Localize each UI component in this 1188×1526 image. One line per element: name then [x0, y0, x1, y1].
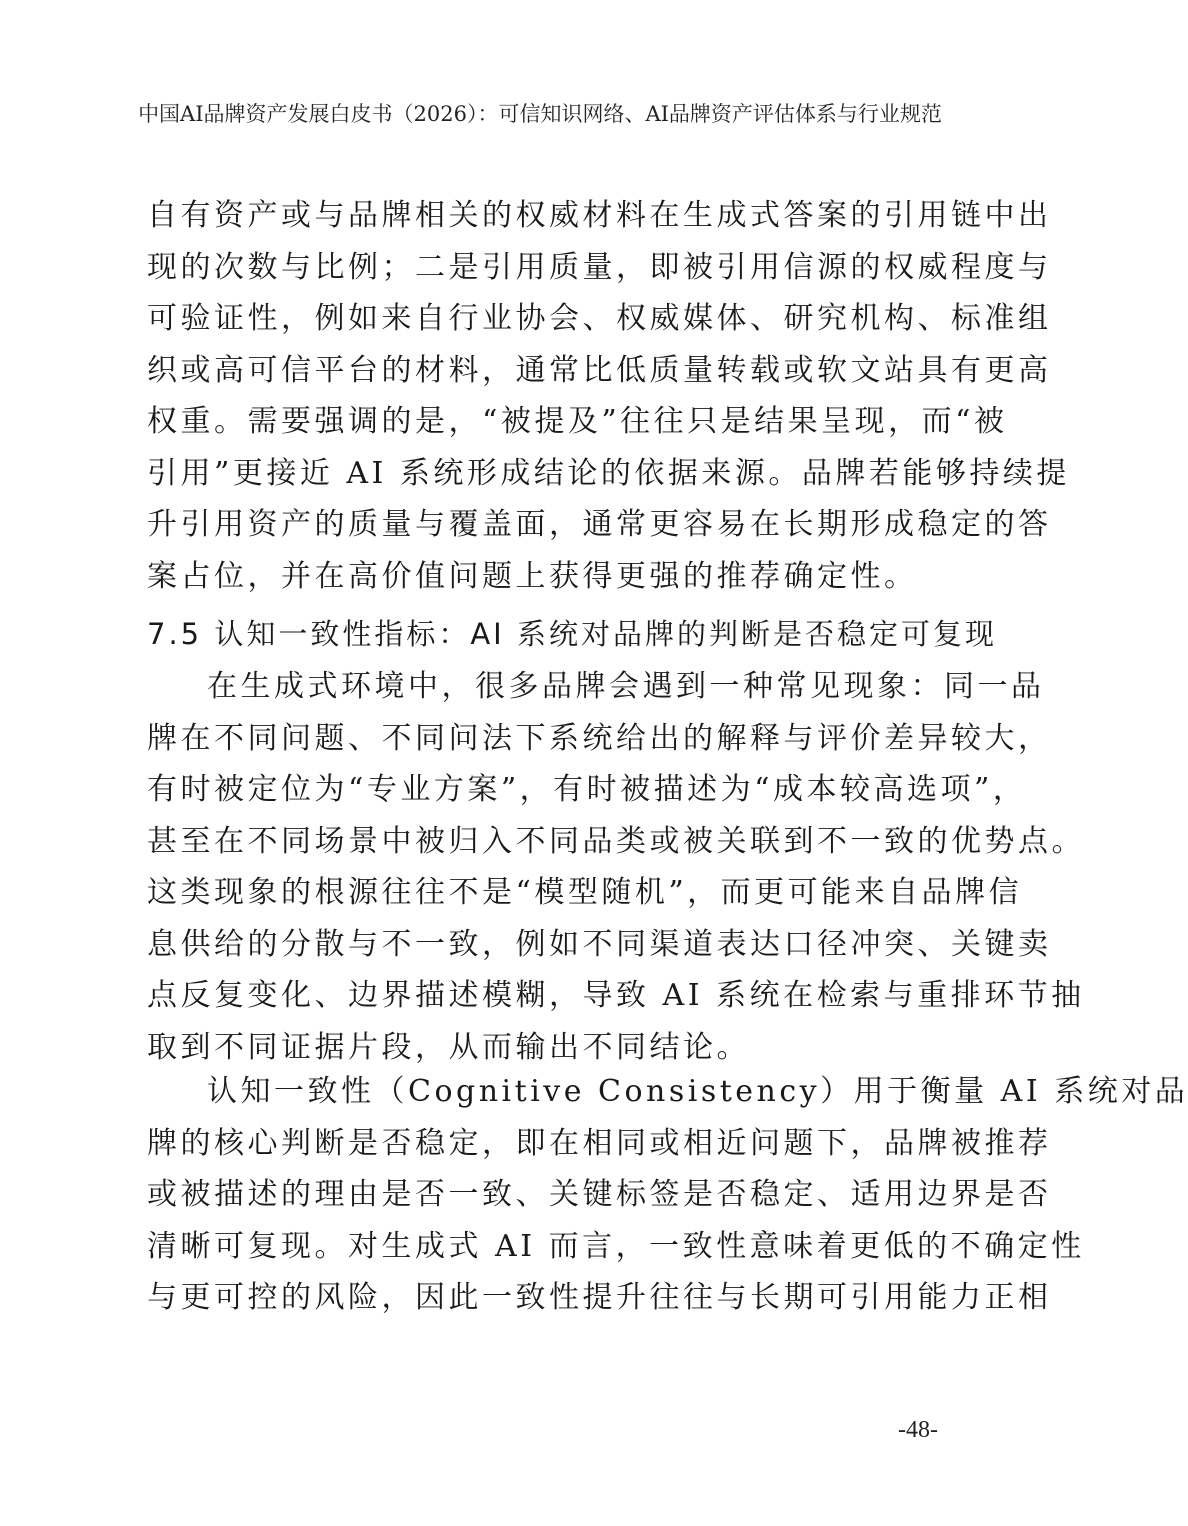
paragraph-2	[147, 1066, 1188, 1324]
text-line: 现的次数与比例；二是引用质量，即被引用信源的权威程度与	[147, 249, 1052, 285]
text-line: 取到不同证据片段，从而输出不同结论。	[147, 1029, 750, 1065]
running-header: 中国AI品牌资产发展白皮书（2026）：可信知识网络、AI品牌资产评估体系与行业规范	[138, 102, 942, 126]
text-line: 或被描述的理由是否一致、关键标签是否稳定、适用边界是否	[147, 1177, 1052, 1212]
text-line: 案占位，并在高价值问题上获得更强的推荐确定性。	[147, 558, 918, 594]
text-line: 自有资产或与品牌相关的权威材料在生成式答案的引用链中出	[147, 198, 1052, 233]
text-line: 认知一致性（Cognitive Consistency）用于衡量 AI 系统对品	[207, 1074, 1188, 1109]
text-line: 与更可控的风险，因此一致性提升往往与长期可引用能力正相	[147, 1280, 1052, 1315]
section-heading: 7.5 认知一致性指标：AI 系统对品牌的判断是否稳定可复现	[147, 617, 997, 651]
text-line: 清晰可复现。对生成式 AI 而言，一致性意味着更低的不确定性	[147, 1228, 1085, 1264]
text-line: 引用”更接近 AI 系统形成结论的依据来源。品牌若能够持续提	[147, 455, 1070, 491]
text-line: 有时被定位为“专业方案”，有时被描述为“成本较高选项”，	[147, 772, 1027, 807]
text-line: 点反复变化、边界描述模糊，导致 AI 系统在检索与重排环节抽	[147, 978, 1085, 1013]
page-number: -48-	[898, 1417, 938, 1443]
text-line: 权重。需要强调的是，“被提及”往往只是结果呈现，而“被	[147, 404, 1008, 439]
paragraph-1	[147, 661, 1085, 1073]
paragraph-continued	[147, 190, 1070, 602]
text-line: 可验证性，例如来自行业协会、权威媒体、研究机构、标准组	[147, 301, 1052, 336]
text-line: 息供给的分散与不一致，例如不同渠道表达口径冲突、关键卖	[147, 926, 1052, 962]
text-line: 在生成式环境中，很多品牌会遇到一种常见现象：同一品	[207, 669, 1045, 704]
text-line: 这类现象的根源往往不是“模型随机”，而更可能来自品牌信	[147, 875, 1023, 910]
text-line: 甚至在不同场景中被归入不同品类或被关联到不一致的优势点。	[147, 823, 1085, 859]
text-line: 升引用资产的质量与覆盖面，通常更容易在长期形成稳定的答	[147, 507, 1052, 542]
text-line: 牌在不同问题、不同问法下系统给出的解释与评价差异较大，	[147, 720, 1052, 756]
text-line: 织或高可信平台的材料，通常比低质量转载或软文站具有更高	[147, 352, 1052, 388]
text-line: 牌的核心判断是否稳定，即在相同或相近问题下，品牌被推荐	[147, 1125, 1052, 1161]
